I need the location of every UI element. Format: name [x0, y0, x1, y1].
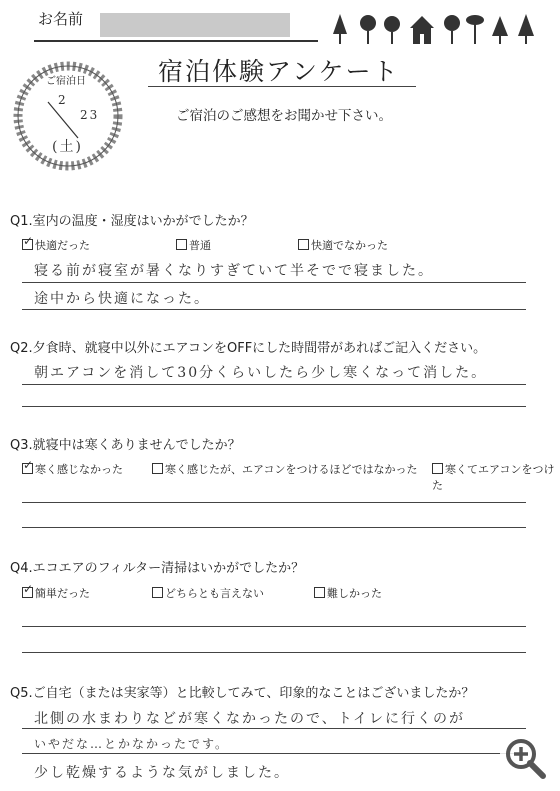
tree-icon — [360, 15, 376, 44]
q4-option-3[interactable]: 難しかった — [314, 585, 382, 601]
q1-option-1[interactable]: ✓ 快適だった — [23, 234, 90, 252]
q5-question: Q5.ご自宅（または実家等）と比較してみて、印象的なことはございましたか？ — [10, 686, 475, 701]
checkbox[interactable] — [314, 587, 325, 598]
answer-rule — [22, 626, 526, 627]
q2-question: Q2.夕食時、就寝中以外にエアコンをOFFにした時間帯があればご記入ください。 — [10, 341, 487, 356]
answer-rule — [22, 652, 526, 653]
tree-icon — [492, 16, 508, 44]
answer-rule — [22, 527, 526, 528]
page-title: 宿泊体験アンケート — [158, 57, 400, 86]
q1-option-2[interactable]: 普通 — [176, 237, 211, 253]
answer-rule — [22, 753, 526, 754]
answer-rule — [22, 406, 526, 407]
answer-rule — [22, 309, 526, 310]
answer-rule — [22, 728, 526, 729]
zoom-in-icon[interactable] — [500, 733, 550, 783]
q1-answer-line-1: 寝る前が寝室が暑くなりすぎていて半そでで寝ました。 — [34, 263, 434, 279]
checkbox[interactable] — [176, 239, 187, 250]
checkbox[interactable] — [152, 587, 163, 598]
stay-date-month: 2 — [58, 93, 68, 107]
q5-answer-line-2: いやだな…とかなかったです。 — [34, 737, 230, 751]
tree-icon — [444, 15, 460, 44]
checkbox[interactable] — [152, 463, 163, 474]
stay-date-day: 23 — [80, 108, 100, 122]
checkmark-icon: ✓ — [23, 234, 34, 248]
stay-date-label: ご宿泊日 — [46, 76, 86, 87]
q4-option-2[interactable]: どちらとも言えない — [152, 585, 264, 601]
trees-house-illustration — [330, 14, 545, 46]
tree-icon — [384, 16, 400, 44]
checkmark-icon: ✓ — [23, 458, 34, 472]
q3-option-1[interactable]: ✓ 寒く感じなかった — [23, 458, 123, 476]
q3-option-3[interactable]: 寒くてエアコンをつけた — [432, 463, 555, 492]
name-underline — [34, 40, 318, 42]
name-label: お名前 — [38, 10, 84, 28]
checkbox[interactable] — [298, 239, 309, 250]
checkbox[interactable] — [432, 463, 443, 474]
checkbox[interactable] — [22, 582, 34, 598]
q3-option-2[interactable]: 寒く感じたが、エアコンをつけるほどではなかった — [152, 461, 417, 477]
q4-question: Q4.エコエアのフィルター清掃はいかがでしたか？ — [10, 561, 305, 576]
q5-answer-line-1: 北側の水まわりなどが寒くなかったので、トイレに行くのが — [34, 711, 466, 727]
q2-answer-line-1: 朝エアコンを消して30分くらいしたら少し寒くなって消した。 — [34, 365, 488, 381]
tree-icon — [333, 14, 347, 44]
answer-rule — [22, 502, 526, 503]
checkbox[interactable] — [22, 458, 34, 474]
q5-answer-line-3: 少し乾燥するような気がしました。 — [34, 765, 290, 781]
q1-option-3[interactable]: 快適でなかった — [298, 237, 388, 253]
answer-rule — [22, 384, 526, 385]
q4-option-1[interactable]: ✓ 簡単だった — [23, 582, 90, 600]
checkbox[interactable] — [22, 234, 34, 250]
checkmark-icon: ✓ — [23, 582, 34, 596]
q1-answer-line-2: 途中から快適になった。 — [34, 291, 210, 307]
page-subtitle: ご宿泊のご感想をお聞かせ下さい。 — [176, 108, 392, 124]
tree-icon — [518, 14, 534, 44]
name-redaction — [100, 13, 290, 37]
tree-icon — [466, 15, 484, 44]
q1-question: Q1.室内の温度・湿度はいかがでしたか？ — [10, 214, 254, 229]
stay-date-weekday: (土) — [52, 139, 83, 155]
title-underline — [148, 86, 416, 87]
house-icon — [410, 16, 434, 44]
q3-question: Q3.就寝中は寒くありませんでしたか？ — [10, 438, 241, 453]
answer-rule — [22, 282, 526, 283]
